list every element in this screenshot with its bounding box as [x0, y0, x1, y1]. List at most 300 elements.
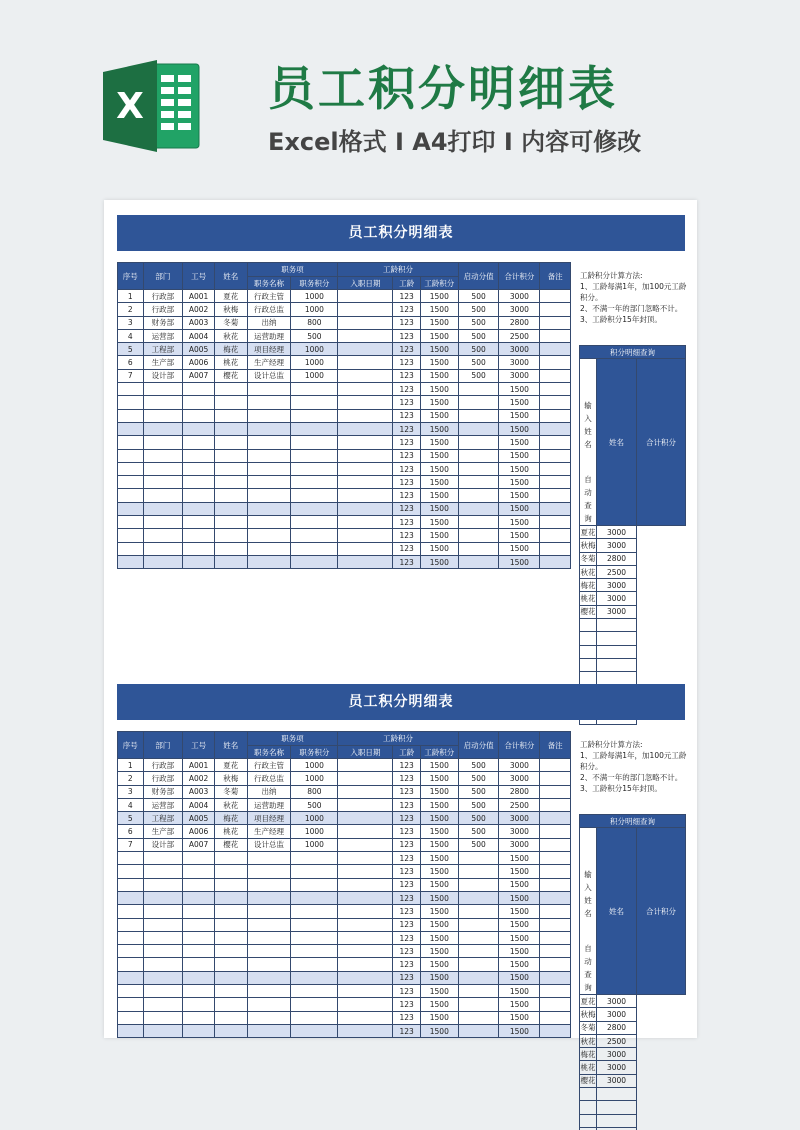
cell-position[interactable]	[247, 1011, 291, 1024]
cell-total[interactable]: 3000	[499, 369, 540, 382]
cell-date[interactable]	[338, 798, 393, 811]
cell-years[interactable]: 123	[393, 1024, 421, 1037]
cell-pos-points[interactable]	[291, 396, 338, 409]
cell-dept[interactable]	[143, 985, 183, 998]
lookup-cell-name[interactable]	[580, 658, 597, 671]
cell-date[interactable]	[338, 383, 393, 396]
cell-remark[interactable]	[540, 542, 571, 555]
cell-name[interactable]	[214, 383, 247, 396]
cell-years[interactable]: 123	[393, 772, 421, 785]
cell-sen-points[interactable]: 1500	[420, 409, 458, 422]
cell-id[interactable]	[183, 998, 215, 1011]
cell-total[interactable]: 3000	[499, 812, 540, 825]
cell-position[interactable]	[247, 958, 291, 971]
cell-remark[interactable]	[540, 878, 571, 891]
cell-seq[interactable]: 4	[118, 329, 144, 342]
cell-seq[interactable]	[118, 878, 144, 891]
cell-seq[interactable]: 6	[118, 825, 144, 838]
cell-dept[interactable]: 生产部	[143, 356, 183, 369]
cell-id[interactable]	[183, 945, 215, 958]
cell-seq[interactable]	[118, 383, 144, 396]
cell-remark[interactable]	[540, 865, 571, 878]
cell-pos-points[interactable]: 1000	[291, 825, 338, 838]
cell-seq[interactable]	[118, 1011, 144, 1024]
cell-dept[interactable]	[143, 865, 183, 878]
cell-years[interactable]: 123	[393, 396, 421, 409]
cell-position[interactable]	[247, 985, 291, 998]
cell-dept[interactable]	[143, 555, 183, 568]
cell-sen-points[interactable]: 1500	[420, 343, 458, 356]
cell-remark[interactable]	[540, 918, 571, 931]
cell-date[interactable]	[338, 396, 393, 409]
cell-total[interactable]: 3000	[499, 759, 540, 772]
cell-pos-points[interactable]: 800	[291, 316, 338, 329]
cell-position[interactable]	[247, 931, 291, 944]
cell-years[interactable]: 123	[393, 985, 421, 998]
cell-seq[interactable]: 2	[118, 772, 144, 785]
cell-total[interactable]: 1500	[499, 891, 540, 904]
cell-total[interactable]: 1500	[499, 878, 540, 891]
cell-dept[interactable]: 设计部	[143, 838, 183, 851]
cell-id[interactable]: A006	[183, 356, 215, 369]
cell-years[interactable]: 123	[393, 785, 421, 798]
cell-dept[interactable]	[143, 905, 183, 918]
cell-id[interactable]: A007	[183, 369, 215, 382]
cell-remark[interactable]	[540, 383, 571, 396]
cell-start[interactable]	[458, 436, 499, 449]
cell-remark[interactable]	[540, 945, 571, 958]
cell-start[interactable]: 500	[458, 303, 499, 316]
cell-date[interactable]	[338, 985, 393, 998]
cell-sen-points[interactable]: 1500	[420, 462, 458, 475]
cell-seq[interactable]	[118, 998, 144, 1011]
cell-sen-points[interactable]: 1500	[420, 290, 458, 303]
cell-total[interactable]: 1500	[499, 555, 540, 568]
cell-seq[interactable]	[118, 852, 144, 865]
cell-seq[interactable]: 7	[118, 838, 144, 851]
cell-dept[interactable]	[143, 516, 183, 529]
cell-id[interactable]	[183, 396, 215, 409]
cell-start[interactable]: 500	[458, 356, 499, 369]
cell-remark[interactable]	[540, 555, 571, 568]
cell-id[interactable]: A001	[183, 759, 215, 772]
cell-id[interactable]: A004	[183, 329, 215, 342]
cell-start[interactable]: 500	[458, 772, 499, 785]
cell-total[interactable]: 1500	[499, 998, 540, 1011]
cell-position[interactable]: 出纳	[247, 316, 291, 329]
cell-seq[interactable]	[118, 436, 144, 449]
cell-name[interactable]	[214, 945, 247, 958]
cell-date[interactable]	[338, 931, 393, 944]
cell-sen-points[interactable]: 1500	[420, 878, 458, 891]
cell-remark[interactable]	[540, 759, 571, 772]
cell-remark[interactable]	[540, 998, 571, 1011]
cell-position[interactable]	[247, 516, 291, 529]
cell-remark[interactable]	[540, 462, 571, 475]
cell-total[interactable]: 2500	[499, 329, 540, 342]
cell-total[interactable]: 1500	[499, 542, 540, 555]
cell-dept[interactable]	[143, 878, 183, 891]
cell-sen-points[interactable]: 1500	[420, 476, 458, 489]
cell-name[interactable]: 梅花	[214, 812, 247, 825]
cell-sen-points[interactable]: 1500	[420, 542, 458, 555]
cell-date[interactable]	[338, 462, 393, 475]
cell-seq[interactable]: 7	[118, 369, 144, 382]
cell-dept[interactable]	[143, 529, 183, 542]
cell-dept[interactable]	[143, 971, 183, 984]
cell-start[interactable]	[458, 529, 499, 542]
cell-sen-points[interactable]: 1500	[420, 1011, 458, 1024]
cell-name[interactable]: 桃花	[214, 825, 247, 838]
cell-date[interactable]	[338, 1024, 393, 1037]
cell-sen-points[interactable]: 1500	[420, 369, 458, 382]
cell-position[interactable]: 出纳	[247, 785, 291, 798]
cell-position[interactable]	[247, 529, 291, 542]
cell-name[interactable]	[214, 422, 247, 435]
cell-id[interactable]: A004	[183, 798, 215, 811]
cell-date[interactable]	[338, 555, 393, 568]
lookup-cell-name[interactable]: 冬菊	[580, 552, 597, 565]
lookup-cell-name[interactable]	[580, 1101, 597, 1114]
lookup-cell-name[interactable]: 秋梅	[580, 539, 597, 552]
cell-id[interactable]	[183, 555, 215, 568]
cell-years[interactable]: 123	[393, 449, 421, 462]
cell-sen-points[interactable]: 1500	[420, 812, 458, 825]
cell-years[interactable]: 123	[393, 945, 421, 958]
cell-remark[interactable]	[540, 396, 571, 409]
cell-pos-points[interactable]	[291, 422, 338, 435]
cell-id[interactable]	[183, 436, 215, 449]
cell-seq[interactable]	[118, 918, 144, 931]
cell-position[interactable]: 项目经理	[247, 343, 291, 356]
cell-pos-points[interactable]	[291, 905, 338, 918]
cell-seq[interactable]	[118, 971, 144, 984]
cell-remark[interactable]	[540, 436, 571, 449]
cell-seq[interactable]	[118, 476, 144, 489]
cell-sen-points[interactable]: 1500	[420, 489, 458, 502]
cell-dept[interactable]: 运营部	[143, 798, 183, 811]
cell-remark[interactable]	[540, 852, 571, 865]
cell-sen-points[interactable]: 1500	[420, 998, 458, 1011]
cell-id[interactable]: A003	[183, 316, 215, 329]
cell-pos-points[interactable]: 1000	[291, 290, 338, 303]
cell-name[interactable]	[214, 958, 247, 971]
cell-position[interactable]	[247, 918, 291, 931]
cell-seq[interactable]	[118, 865, 144, 878]
cell-dept[interactable]: 财务部	[143, 316, 183, 329]
cell-date[interactable]	[338, 502, 393, 515]
cell-pos-points[interactable]	[291, 1024, 338, 1037]
cell-years[interactable]: 123	[393, 383, 421, 396]
cell-name[interactable]	[214, 396, 247, 409]
cell-position[interactable]	[247, 436, 291, 449]
cell-id[interactable]	[183, 516, 215, 529]
cell-sen-points[interactable]: 1500	[420, 383, 458, 396]
cell-start[interactable]	[458, 891, 499, 904]
cell-seq[interactable]	[118, 449, 144, 462]
cell-id[interactable]	[183, 542, 215, 555]
cell-name[interactable]	[214, 905, 247, 918]
cell-total[interactable]: 2800	[499, 316, 540, 329]
cell-start[interactable]	[458, 958, 499, 971]
cell-dept[interactable]	[143, 383, 183, 396]
cell-id[interactable]	[183, 462, 215, 475]
cell-position[interactable]	[247, 422, 291, 435]
cell-total[interactable]: 1500	[499, 396, 540, 409]
cell-name[interactable]	[214, 865, 247, 878]
cell-start[interactable]: 500	[458, 329, 499, 342]
cell-start[interactable]	[458, 931, 499, 944]
cell-date[interactable]	[338, 812, 393, 825]
cell-pos-points[interactable]	[291, 502, 338, 515]
cell-sen-points[interactable]: 1500	[420, 985, 458, 998]
cell-dept[interactable]	[143, 396, 183, 409]
cell-remark[interactable]	[540, 356, 571, 369]
cell-start[interactable]	[458, 998, 499, 1011]
cell-seq[interactable]	[118, 958, 144, 971]
cell-seq[interactable]	[118, 931, 144, 944]
cell-years[interactable]: 123	[393, 409, 421, 422]
cell-date[interactable]	[338, 303, 393, 316]
cell-start[interactable]	[458, 409, 499, 422]
cell-remark[interactable]	[540, 1024, 571, 1037]
cell-name[interactable]	[214, 998, 247, 1011]
cell-years[interactable]: 123	[393, 356, 421, 369]
cell-id[interactable]: A005	[183, 812, 215, 825]
cell-pos-points[interactable]: 1000	[291, 812, 338, 825]
cell-start[interactable]	[458, 489, 499, 502]
cell-position[interactable]: 行政主管	[247, 290, 291, 303]
cell-seq[interactable]: 4	[118, 798, 144, 811]
cell-dept[interactable]	[143, 998, 183, 1011]
cell-pos-points[interactable]	[291, 945, 338, 958]
cell-pos-points[interactable]	[291, 1011, 338, 1024]
cell-name[interactable]	[214, 489, 247, 502]
cell-date[interactable]	[338, 290, 393, 303]
cell-name[interactable]	[214, 476, 247, 489]
cell-name[interactable]	[214, 542, 247, 555]
cell-dept[interactable]	[143, 476, 183, 489]
cell-remark[interactable]	[540, 409, 571, 422]
cell-pos-points[interactable]: 800	[291, 785, 338, 798]
cell-id[interactable]	[183, 502, 215, 515]
cell-sen-points[interactable]: 1500	[420, 772, 458, 785]
cell-date[interactable]	[338, 409, 393, 422]
cell-date[interactable]	[338, 529, 393, 542]
cell-position[interactable]: 项目经理	[247, 812, 291, 825]
cell-remark[interactable]	[540, 303, 571, 316]
cell-date[interactable]	[338, 838, 393, 851]
cell-position[interactable]	[247, 852, 291, 865]
cell-position[interactable]: 行政总监	[247, 772, 291, 785]
cell-name[interactable]	[214, 462, 247, 475]
cell-pos-points[interactable]	[291, 958, 338, 971]
cell-id[interactable]	[183, 422, 215, 435]
cell-name[interactable]: 冬菊	[214, 785, 247, 798]
cell-position[interactable]: 生产经理	[247, 825, 291, 838]
cell-start[interactable]	[458, 555, 499, 568]
cell-date[interactable]	[338, 356, 393, 369]
cell-id[interactable]	[183, 409, 215, 422]
cell-position[interactable]: 行政总监	[247, 303, 291, 316]
cell-remark[interactable]	[540, 958, 571, 971]
cell-dept[interactable]	[143, 1011, 183, 1024]
cell-remark[interactable]	[540, 985, 571, 998]
cell-seq[interactable]: 3	[118, 316, 144, 329]
cell-position[interactable]	[247, 462, 291, 475]
cell-id[interactable]	[183, 985, 215, 998]
cell-total[interactable]: 1500	[499, 945, 540, 958]
cell-dept[interactable]: 设计部	[143, 369, 183, 382]
cell-remark[interactable]	[540, 316, 571, 329]
cell-pos-points[interactable]	[291, 891, 338, 904]
cell-total[interactable]: 1500	[499, 502, 540, 515]
cell-years[interactable]: 123	[393, 838, 421, 851]
cell-date[interactable]	[338, 316, 393, 329]
cell-seq[interactable]	[118, 409, 144, 422]
cell-pos-points[interactable]	[291, 852, 338, 865]
cell-seq[interactable]: 6	[118, 356, 144, 369]
cell-remark[interactable]	[540, 516, 571, 529]
cell-date[interactable]	[338, 918, 393, 931]
cell-dept[interactable]: 行政部	[143, 759, 183, 772]
cell-name[interactable]	[214, 985, 247, 998]
cell-start[interactable]: 500	[458, 812, 499, 825]
cell-pos-points[interactable]: 1000	[291, 759, 338, 772]
lookup-cell-name[interactable]	[580, 1114, 597, 1127]
cell-position[interactable]	[247, 396, 291, 409]
cell-pos-points[interactable]	[291, 865, 338, 878]
lookup-cell-name[interactable]: 夏花	[580, 526, 597, 539]
cell-total[interactable]: 2800	[499, 785, 540, 798]
cell-total[interactable]: 1500	[499, 985, 540, 998]
cell-start[interactable]	[458, 383, 499, 396]
cell-years[interactable]: 123	[393, 290, 421, 303]
cell-name[interactable]: 秋梅	[214, 303, 247, 316]
cell-position[interactable]	[247, 476, 291, 489]
cell-dept[interactable]: 行政部	[143, 772, 183, 785]
cell-date[interactable]	[338, 489, 393, 502]
lookup-cell-name[interactable]	[580, 1088, 597, 1101]
cell-pos-points[interactable]	[291, 529, 338, 542]
cell-years[interactable]: 123	[393, 891, 421, 904]
cell-name[interactable]: 桃花	[214, 356, 247, 369]
cell-remark[interactable]	[540, 476, 571, 489]
cell-dept[interactable]	[143, 945, 183, 958]
cell-seq[interactable]	[118, 891, 144, 904]
cell-date[interactable]	[338, 945, 393, 958]
cell-total[interactable]: 1500	[499, 449, 540, 462]
cell-name[interactable]	[214, 852, 247, 865]
cell-remark[interactable]	[540, 369, 571, 382]
cell-pos-points[interactable]	[291, 998, 338, 1011]
cell-name[interactable]	[214, 971, 247, 984]
cell-date[interactable]	[338, 329, 393, 342]
cell-years[interactable]: 123	[393, 489, 421, 502]
cell-years[interactable]: 123	[393, 971, 421, 984]
cell-name[interactable]	[214, 931, 247, 944]
cell-seq[interactable]	[118, 1024, 144, 1037]
cell-pos-points[interactable]	[291, 476, 338, 489]
cell-id[interactable]	[183, 918, 215, 931]
cell-name[interactable]	[214, 891, 247, 904]
cell-start[interactable]	[458, 422, 499, 435]
cell-dept[interactable]: 工程部	[143, 343, 183, 356]
cell-total[interactable]: 1500	[499, 1011, 540, 1024]
lookup-cell-name[interactable]: 夏花	[580, 995, 597, 1008]
cell-years[interactable]: 123	[393, 343, 421, 356]
cell-pos-points[interactable]: 500	[291, 329, 338, 342]
cell-total[interactable]: 2500	[499, 798, 540, 811]
cell-name[interactable]	[214, 878, 247, 891]
cell-sen-points[interactable]: 1500	[420, 931, 458, 944]
cell-sen-points[interactable]: 1500	[420, 825, 458, 838]
cell-total[interactable]: 3000	[499, 825, 540, 838]
cell-name[interactable]	[214, 555, 247, 568]
lookup-cell-name[interactable]: 桃花	[580, 592, 597, 605]
cell-seq[interactable]: 5	[118, 343, 144, 356]
cell-date[interactable]	[338, 436, 393, 449]
cell-name[interactable]	[214, 502, 247, 515]
cell-date[interactable]	[338, 971, 393, 984]
cell-years[interactable]: 123	[393, 865, 421, 878]
cell-years[interactable]: 123	[393, 825, 421, 838]
cell-pos-points[interactable]	[291, 462, 338, 475]
cell-sen-points[interactable]: 1500	[420, 798, 458, 811]
lookup-cell-name[interactable]	[580, 619, 597, 632]
cell-start[interactable]	[458, 878, 499, 891]
cell-position[interactable]	[247, 905, 291, 918]
cell-sen-points[interactable]: 1500	[420, 891, 458, 904]
cell-seq[interactable]	[118, 529, 144, 542]
cell-start[interactable]: 500	[458, 759, 499, 772]
lookup-cell-name[interactable]: 秋花	[580, 1034, 597, 1047]
cell-years[interactable]: 123	[393, 798, 421, 811]
cell-position[interactable]: 运营助理	[247, 798, 291, 811]
cell-years[interactable]: 123	[393, 316, 421, 329]
cell-total[interactable]: 1500	[499, 383, 540, 396]
cell-pos-points[interactable]	[291, 878, 338, 891]
cell-total[interactable]: 1500	[499, 436, 540, 449]
cell-remark[interactable]	[540, 329, 571, 342]
cell-sen-points[interactable]: 1500	[420, 785, 458, 798]
cell-start[interactable]: 500	[458, 838, 499, 851]
cell-start[interactable]: 500	[458, 343, 499, 356]
cell-name[interactable]: 夏花	[214, 290, 247, 303]
cell-position[interactable]: 行政主管	[247, 759, 291, 772]
cell-years[interactable]: 123	[393, 502, 421, 515]
cell-date[interactable]	[338, 759, 393, 772]
cell-id[interactable]: A006	[183, 825, 215, 838]
cell-date[interactable]	[338, 516, 393, 529]
cell-name[interactable]: 樱花	[214, 369, 247, 382]
cell-pos-points[interactable]	[291, 449, 338, 462]
cell-seq[interactable]: 2	[118, 303, 144, 316]
cell-years[interactable]: 123	[393, 958, 421, 971]
cell-date[interactable]	[338, 958, 393, 971]
cell-start[interactable]	[458, 852, 499, 865]
cell-name[interactable]	[214, 529, 247, 542]
cell-start[interactable]: 500	[458, 369, 499, 382]
cell-sen-points[interactable]: 1500	[420, 529, 458, 542]
cell-date[interactable]	[338, 825, 393, 838]
cell-sen-points[interactable]: 1500	[420, 356, 458, 369]
cell-id[interactable]	[183, 489, 215, 502]
cell-name[interactable]	[214, 516, 247, 529]
cell-years[interactable]: 123	[393, 303, 421, 316]
cell-dept[interactable]: 生产部	[143, 825, 183, 838]
cell-sen-points[interactable]: 1500	[420, 502, 458, 515]
